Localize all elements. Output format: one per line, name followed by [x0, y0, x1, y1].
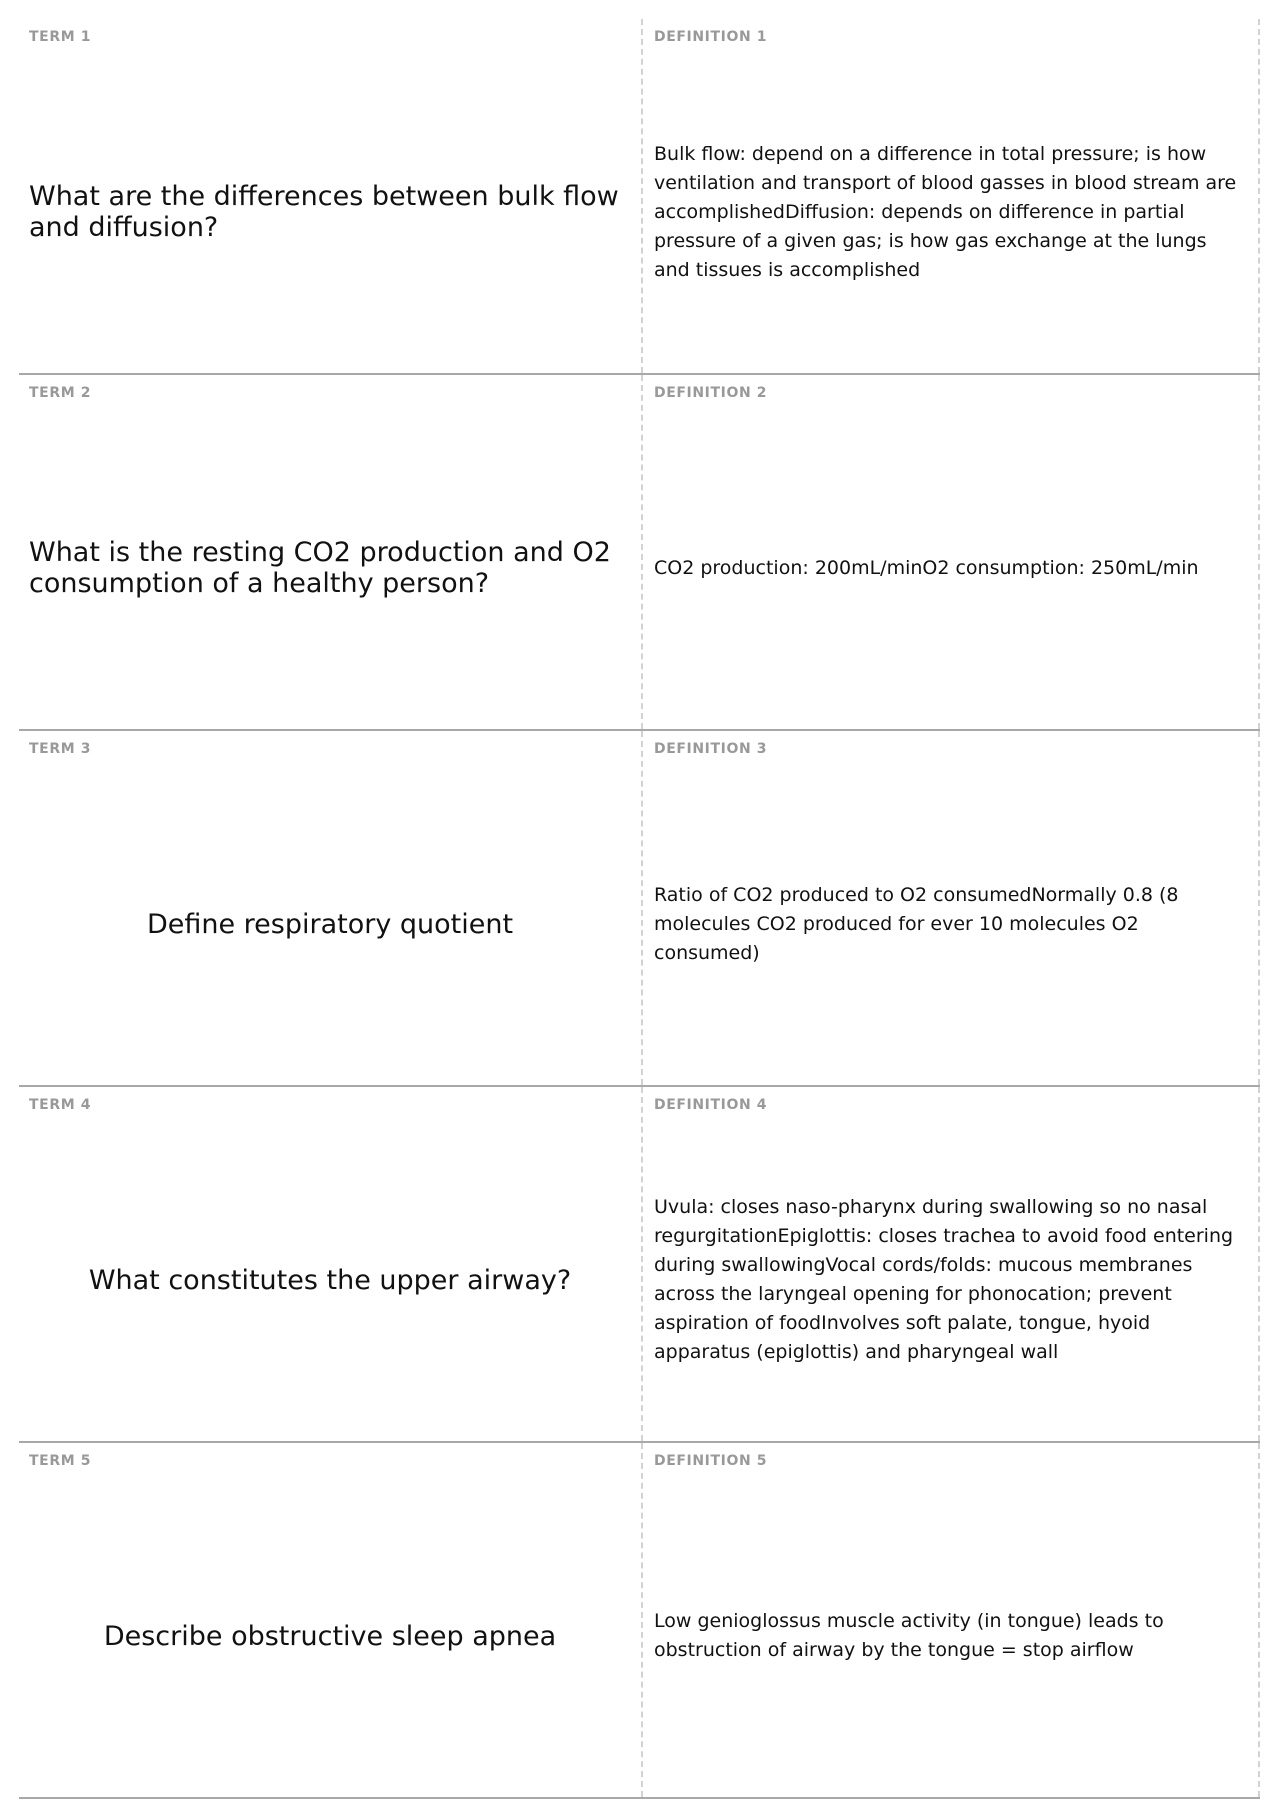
- definition-body: [654, 417, 1246, 719]
- definition-label: DEFINITION 3: [654, 741, 768, 757]
- term-body: [29, 1129, 631, 1431]
- definition-cell: [641, 375, 1260, 729]
- term-body: [29, 773, 631, 1075]
- term-cell: [19, 1087, 641, 1441]
- term-cell: [19, 19, 641, 373]
- definition-text: Uvula: closes naso-pharynx during swallowing so no nasal regurgitationEpiglottis: closes trachea to avoid food entering during swallowingVocal cords/folds: mucous membranes across the laryngeal opening for phonocation; prevent aspiration of foodInvolves soft palate, tongue, hyoid apparatus (epiglottis) and pharyngeal wall: [654, 1196, 1234, 1363]
- definition-label: DEFINITION 1: [654, 29, 768, 45]
- definition-cell: [641, 731, 1260, 1085]
- term-cell: [19, 375, 641, 729]
- term-text: Define respiratory quotient: [146, 908, 514, 940]
- flashcard-sheet: [19, 19, 1260, 1799]
- definition-cell: [641, 1087, 1260, 1441]
- term-body: [29, 417, 631, 719]
- definition-text: Bulk flow: depend on a difference in total pressure; is how ventilation and transport of blood gasses in blood stream are accomplishedDiffusion: depends on difference in partial pressure of a given gas; is how gas exchange at the lungs and tissues is accomplished: [654, 142, 1237, 281]
- definition-cell: [641, 19, 1260, 373]
- definition-label: DEFINITION 5: [654, 1453, 768, 1469]
- flashcard-row: [19, 731, 1260, 1087]
- term-text: What are the differences between bulk flow and diffusion?: [29, 181, 619, 243]
- term-cell: [19, 731, 641, 1085]
- definition-body: [654, 1485, 1246, 1787]
- term-body: [29, 1485, 631, 1787]
- definition-text: Ratio of CO2 produced to O2 consumedNormally 0.8 (8 molecules CO2 produced for ever 10 molecules O2 consumed): [654, 883, 1179, 964]
- term-cell: [19, 1443, 641, 1797]
- flashcard-row: [19, 19, 1260, 375]
- term-text: What constitutes the upper airway?: [88, 1264, 572, 1296]
- term-label: TERM 1: [29, 29, 92, 45]
- term-body: [29, 61, 631, 363]
- term-text: Describe obstructive sleep apnea: [103, 1620, 557, 1652]
- flashcard-row: [19, 1443, 1260, 1799]
- term-label: TERM 5: [29, 1453, 92, 1469]
- definition-text: CO2 production: 200mL/minO2 consumption: 250mL/min: [654, 556, 1199, 579]
- definition-label: DEFINITION 4: [654, 1097, 768, 1113]
- term-label: TERM 4: [29, 1097, 92, 1113]
- definition-cell: [641, 1443, 1260, 1797]
- term-label: TERM 3: [29, 741, 92, 757]
- flashcard-row: [19, 1087, 1260, 1443]
- definition-label: DEFINITION 2: [654, 385, 768, 401]
- definition-text: Low genioglossus muscle activity (in tongue) leads to obstruction of airway by the tongue = stop airflow: [654, 1610, 1164, 1661]
- definition-body: [654, 773, 1246, 1075]
- term-text: What is the resting CO2 production and O2 consumption of a healthy person?: [29, 537, 611, 599]
- term-label: TERM 2: [29, 385, 92, 401]
- definition-body: [654, 61, 1246, 363]
- definition-body: [654, 1129, 1246, 1431]
- flashcard-row: [19, 375, 1260, 731]
